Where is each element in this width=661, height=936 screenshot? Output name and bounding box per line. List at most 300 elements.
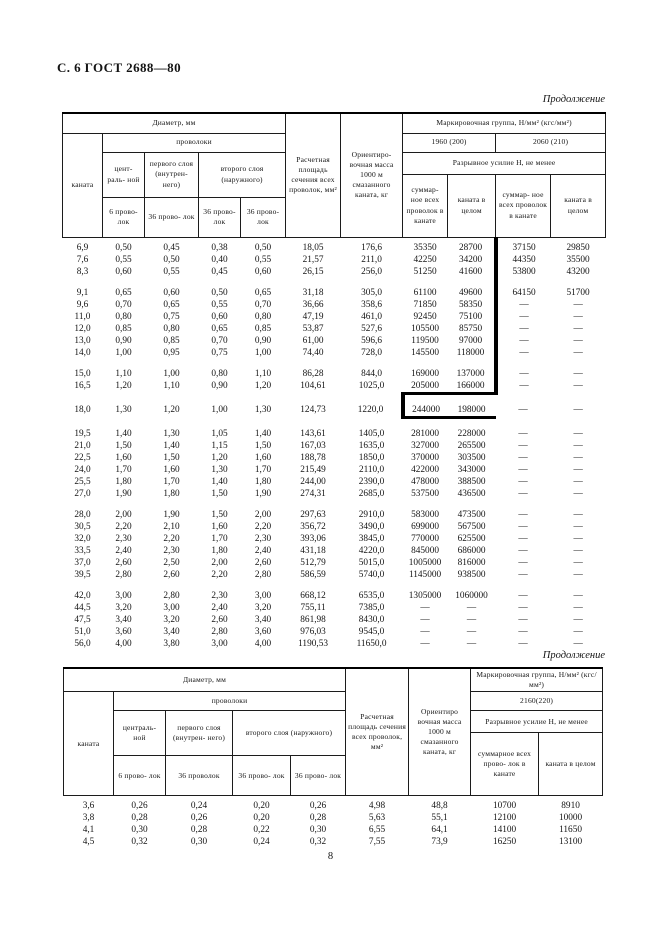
spacer-cell: [341, 278, 403, 287]
table-cell: 281000: [411, 428, 439, 439]
table-cell: 228000: [457, 428, 486, 439]
table-cell: 119500: [411, 335, 439, 346]
table-cell: 8,3: [76, 266, 89, 277]
spacer-cell: [286, 417, 341, 428]
table-cell: 3,40: [254, 614, 272, 625]
table-cell: 478000: [411, 476, 439, 487]
spacer-cell: [199, 278, 241, 287]
table-cell: —: [518, 452, 528, 463]
table-row: [63, 368, 606, 380]
table-cell: 2,80: [254, 569, 272, 580]
spacer-cell: [241, 417, 286, 428]
table-cell: 3,6: [82, 801, 95, 812]
table-row: [63, 488, 606, 500]
table-cell: 0,90: [115, 335, 132, 346]
table-row: [63, 464, 606, 476]
table-cell: —: [573, 488, 583, 499]
table-cell: 14,0: [74, 347, 91, 358]
table-cell: 1,20: [254, 381, 272, 392]
col-header-whole-rope-2160: каната в целом: [539, 733, 603, 796]
spacer-cell: [63, 359, 103, 368]
table-cell: 9,1: [76, 287, 89, 298]
table-cell: 0,55: [115, 254, 132, 265]
spacer-cell: [403, 500, 448, 509]
table-cell: 0,28: [309, 813, 327, 824]
table-cell: 33,5: [74, 545, 91, 556]
table-cell: —: [573, 440, 583, 451]
table-row: [63, 237, 606, 254]
table-cell: 2,00: [254, 509, 272, 520]
spacer-cell: [199, 500, 241, 509]
table-cell: 42250: [413, 254, 437, 265]
spacer-cell: [199, 393, 241, 404]
spacer-cell: [199, 359, 241, 368]
table-cell: 244000: [403, 404, 448, 418]
spacer-cell: [145, 581, 199, 590]
spacer-cell: [103, 500, 145, 509]
spacer-cell: [286, 581, 341, 590]
table-cell: 44,5: [74, 602, 91, 613]
table-cell: 0,90: [211, 381, 228, 392]
table-cell: 71850: [413, 299, 437, 310]
table-cell: 15,0: [74, 368, 91, 379]
table-cell: 422000: [411, 464, 439, 475]
table-cell: 0,70: [211, 335, 228, 346]
col-header-group-1960: 1960 (200): [403, 133, 496, 152]
table-cell: 9,6: [76, 299, 89, 310]
spacer-cell: [403, 359, 448, 368]
table-cell: 0,28: [190, 825, 208, 836]
table-cell: 567500: [457, 521, 486, 532]
spacer-cell: [341, 359, 403, 368]
table-cell: —: [518, 488, 528, 499]
spacer-cell: [551, 417, 606, 428]
table-cell: 0,60: [163, 287, 180, 298]
spacer-cell: [286, 500, 341, 509]
table-cell: 53,87: [302, 323, 324, 334]
spacer-cell: [103, 581, 145, 590]
table-cell: 1405,0: [358, 428, 385, 439]
table-cell: 0,65: [254, 287, 272, 298]
table-cell: 393,06: [300, 533, 326, 544]
table-cell: 1,60: [254, 452, 272, 463]
col-header-sum-wires-2160: суммарное всех прово- лок в канате: [471, 733, 539, 796]
table-cell: —: [420, 614, 430, 625]
table-cell: 55,1: [431, 813, 448, 824]
table-cell: 64,1: [431, 825, 448, 836]
table-cell: 3,00: [254, 590, 272, 601]
table-cell: —: [518, 638, 528, 649]
table-cell: 10700: [492, 801, 517, 812]
table-cell: 28,0: [74, 509, 91, 520]
table-cell: —: [420, 626, 430, 637]
table-cell: 2685,0: [358, 488, 385, 499]
table-cell: 1,00: [254, 347, 272, 358]
table-cell: 0,55: [163, 266, 180, 277]
table-cell: 305,0: [361, 287, 383, 298]
table-row: [63, 335, 606, 347]
col-header-breaking-force: Разрывное усилие Н, не менее: [471, 711, 603, 733]
table-cell: 14100: [492, 825, 517, 836]
table-cell: 0,85: [254, 323, 272, 334]
col-header-central-wire: цент- раль- ной: [103, 152, 145, 197]
table-cell: —: [466, 614, 477, 625]
table-cell: 35350: [413, 242, 437, 253]
table-cell: 1,00: [163, 368, 180, 379]
table-cell: 36,66: [302, 299, 324, 310]
table-cell: 2,30: [211, 590, 228, 601]
table-cell: 0,26: [131, 801, 148, 812]
table-cell: 1,50: [211, 488, 228, 499]
table-cell: 0,65: [211, 323, 228, 334]
table-cell: 97000: [448, 335, 496, 347]
table-row: [63, 626, 606, 638]
spacer-cell: [286, 393, 341, 404]
table-cell: 92450: [413, 311, 437, 322]
table-cell: 24,0: [74, 464, 91, 475]
table-cell: 343000: [457, 464, 486, 475]
table-cell: 1,20: [211, 452, 228, 463]
table-cell: 42,0: [74, 590, 91, 601]
table-cell: —: [518, 626, 528, 637]
table-cell: 625500: [457, 533, 486, 544]
table-row: [64, 812, 603, 824]
spacer-cell: [241, 359, 286, 368]
table-cell: 3,20: [115, 602, 132, 613]
table-cell: 4,1: [82, 825, 95, 836]
table-cell: 34200: [448, 254, 496, 266]
spacer-cell: [403, 417, 448, 428]
col-header-whole-rope-1960: каната в целом: [448, 174, 496, 237]
table-cell: 4,00: [115, 638, 132, 649]
spacer-cell: [63, 417, 103, 428]
table-cell: 11,0: [74, 311, 91, 322]
spacer-cell: [496, 393, 551, 404]
gost-table-1: [62, 112, 606, 650]
table-cell: 188,78: [300, 452, 326, 463]
table-cell: 0,80: [211, 368, 228, 379]
spacer-cell: [496, 500, 551, 509]
table-cell: 1,00: [115, 347, 132, 358]
table-cell: 1,90: [115, 488, 132, 499]
spacer-cell: [63, 581, 103, 590]
table-cell: 2,60: [211, 614, 228, 625]
page-number: 8: [327, 851, 334, 862]
table-cell: —: [519, 299, 529, 310]
table-row: [63, 254, 606, 266]
table-cell: 4220,0: [358, 545, 385, 556]
table-cell: 1005000: [408, 557, 442, 568]
table-cell: —: [573, 569, 583, 580]
table-cell: —: [573, 335, 583, 346]
table-cell: —: [573, 476, 583, 487]
table-cell: 1,10: [163, 381, 180, 392]
table-cell: 3,40: [115, 614, 132, 625]
table-cell: —: [519, 347, 529, 358]
table-row: [63, 545, 606, 557]
table-row: [63, 323, 606, 335]
table-cell: —: [573, 533, 583, 544]
table-cell: —: [518, 557, 528, 568]
table-cell: 0,55: [254, 254, 272, 265]
table-cell: 1,10: [254, 368, 272, 379]
spacer-cell: [341, 581, 403, 590]
table-cell: 861,98: [300, 614, 326, 625]
table-row: [63, 440, 606, 452]
table-cell: 1305000: [408, 590, 442, 601]
table-cell: 1,80: [254, 476, 272, 487]
table-cell: —: [518, 569, 528, 580]
table-cell: 2,30: [115, 533, 132, 544]
table-cell: 1,40: [115, 428, 132, 439]
col-header-36-wires: 36 прово- лок: [291, 756, 346, 796]
table-row: [63, 638, 606, 650]
table-row: [63, 452, 606, 464]
table-cell: 1,50: [115, 440, 132, 451]
table-cell: —: [573, 368, 583, 379]
table-cell: 2,00: [115, 509, 132, 520]
spacer-cell: [403, 581, 448, 590]
table-row: [63, 404, 606, 418]
col-header-marking-group: Маркировочная группа, Н/мм² (кгс/мм²): [471, 668, 603, 692]
table-cell: 2,80: [115, 569, 132, 580]
table-cell: —: [573, 405, 583, 416]
table-cell: 0,20: [253, 813, 270, 824]
table-cell: 51,0: [74, 626, 91, 637]
table-cell: 1,90: [254, 488, 272, 499]
table-cell: 28700: [448, 237, 496, 254]
table-cell: 47,5: [74, 614, 91, 625]
table-cell: 2,20: [254, 521, 272, 532]
spacer-cell: [448, 581, 496, 590]
table-cell: 1,50: [211, 509, 228, 520]
col-header-mass: Ориентиро вочная масса 1000 м смазанного каната, кг: [409, 668, 471, 796]
table-cell: 0,26: [309, 801, 327, 812]
table-cell: —: [420, 602, 430, 613]
table-cell: 4,00: [254, 638, 272, 649]
col-header-breaking-force: Разрывное усилие Н, не менее: [403, 152, 606, 174]
col-header-first-layer: первого слоя (внутрен- него): [166, 711, 233, 756]
group-spacer-row: [63, 278, 606, 287]
table-cell: —: [573, 626, 583, 637]
table-cell: 3,20: [163, 614, 180, 625]
table-row: [63, 509, 606, 521]
table-row: [63, 266, 606, 278]
spacer-cell: [448, 393, 496, 404]
col-header-area: Расчетная площадь сечения всех проволок, мм²: [346, 668, 409, 796]
table-cell: —: [518, 464, 528, 475]
table-cell: 0,70: [254, 299, 272, 310]
table-cell: 0,75: [211, 347, 228, 358]
table-cell: 0,30: [131, 825, 148, 836]
group-spacer-row: [63, 500, 606, 509]
table-cell: 1,30: [254, 405, 272, 416]
spacer-cell: [145, 500, 199, 509]
table-row: [63, 299, 606, 311]
spacer-cell: [341, 500, 403, 509]
table-cell: 3,40: [163, 626, 180, 637]
table-cell: 58350: [448, 299, 496, 311]
table-cell: 0,60: [211, 311, 228, 322]
col-header-first-layer: первого слоя (внутрен- него): [145, 152, 199, 197]
col-header-second-layer: второго слоя (наружного): [233, 711, 346, 756]
spacer-cell: [145, 393, 199, 404]
table-cell: 167,03: [300, 440, 326, 451]
table-cell: 26,15: [302, 266, 324, 277]
group-spacer-row: [63, 417, 606, 428]
table-cell: —: [573, 521, 583, 532]
spacer-cell: [241, 278, 286, 287]
table-cell: 16,5: [74, 381, 91, 392]
table-cell: —: [573, 323, 583, 334]
table-cell: 0,45: [211, 266, 228, 277]
spacer-cell: [103, 393, 145, 404]
table-cell: 64150: [512, 287, 536, 298]
spacer-cell: [403, 278, 448, 287]
table-row: [63, 380, 606, 394]
table-row: [63, 533, 606, 545]
col-header-second-layer: второго слоя (наружного): [199, 152, 286, 197]
table-cell: —: [573, 311, 583, 322]
spacer-cell: [286, 359, 341, 368]
table-cell: 844,0: [361, 368, 383, 379]
table-cell: 105500: [411, 323, 439, 334]
col-header-group-2060: 2060 (210): [496, 133, 606, 152]
table-cell: 176,6: [361, 242, 383, 253]
table-1-body: [63, 237, 606, 650]
group-spacer-row: [63, 393, 606, 404]
table-cell: 2,40: [115, 545, 132, 556]
spacer-cell: [551, 393, 606, 404]
table-cell: —: [573, 590, 583, 601]
table-cell: 143,61: [300, 428, 326, 439]
col-header-36-wires: 36 прово- лок: [145, 197, 199, 237]
table-row: [64, 824, 603, 836]
table-cell: 5,63: [368, 813, 386, 824]
col-header-group-2160: 2160(220): [471, 692, 603, 711]
table-cell: 436500: [457, 488, 486, 499]
spacer-cell: [551, 581, 606, 590]
gost-table-2: [63, 667, 603, 848]
table-cell: 205000: [403, 380, 448, 394]
table-cell: 3,20: [254, 602, 272, 613]
table-cell: 0,22: [253, 825, 270, 836]
table-cell: 1,40: [211, 476, 228, 487]
table-cell: 137000: [448, 368, 496, 380]
table-cell: —: [573, 602, 583, 613]
table-cell: —: [518, 590, 528, 601]
spacer-cell: [103, 417, 145, 428]
spacer-cell: [199, 417, 241, 428]
table-cell: 1,80: [115, 476, 132, 487]
table-cell: 25,5: [74, 476, 91, 487]
table-cell: 1,10: [115, 368, 132, 379]
table-cell: 2,10: [163, 521, 180, 532]
group-spacer-row: [63, 359, 606, 368]
table-cell: —: [518, 405, 528, 416]
table-cell: 0,95: [163, 347, 180, 358]
table-row: [63, 428, 606, 440]
table-cell: 461,0: [361, 311, 383, 322]
table-cell: 53800: [512, 266, 536, 277]
table-cell: 104,61: [300, 381, 326, 392]
table-cell: 0,75: [163, 311, 180, 322]
table-cell: 699000: [411, 521, 439, 532]
table-cell: 1,40: [163, 440, 180, 451]
table-cell: 0,85: [115, 323, 132, 334]
table-cell: 61100: [413, 287, 437, 298]
table-cell: 61,00: [302, 335, 324, 346]
spacer-cell: [241, 500, 286, 509]
spacer-cell: [496, 417, 551, 428]
spacer-cell: [551, 359, 606, 368]
table-cell: 3,80: [163, 638, 180, 649]
table-cell: 44350: [512, 254, 536, 265]
spacer-cell: [448, 359, 496, 368]
table-cell: 2910,0: [358, 509, 385, 520]
table-cell: 3,60: [115, 626, 132, 637]
table-cell: 0,20: [253, 801, 270, 812]
col-header-marking-group: Маркировочная группа, Н/мм² (кгс/мм²): [403, 113, 606, 133]
table-cell: 2,20: [163, 533, 180, 544]
spacer-cell: [341, 393, 403, 404]
table-cell: 2,60: [254, 557, 272, 568]
group-spacer-row: [63, 581, 606, 590]
table-cell: 7,55: [368, 837, 386, 848]
table-cell: 473500: [457, 509, 486, 520]
col-header-6-wires: 6 прово- лок: [103, 197, 145, 237]
table-cell: 256,0: [361, 266, 383, 277]
table-cell: 0,28: [131, 813, 148, 824]
table-cell: —: [573, 299, 583, 310]
table-cell: 1220,0: [357, 405, 384, 416]
table-cell: 215,49: [300, 464, 326, 475]
spacer-cell: [448, 278, 496, 287]
table-cell: —: [466, 638, 477, 649]
table-cell: 0,24: [190, 801, 208, 812]
spacer-cell: [241, 581, 286, 590]
table-cell: 1,70: [115, 464, 132, 475]
spacer-cell: [448, 500, 496, 509]
table-cell: 1025,0: [358, 381, 385, 392]
col-header-diameter: Диаметр, мм: [64, 668, 346, 692]
table-cell: 1060000: [455, 590, 488, 601]
table-row: [63, 569, 606, 581]
table-cell: 5015,0: [358, 557, 385, 568]
table-cell: 297,63: [300, 509, 326, 520]
table-cell: 0,32: [131, 837, 148, 848]
table-cell: 0,60: [254, 266, 272, 277]
table-cell: 2390,0: [358, 476, 385, 487]
table-cell: 586,59: [300, 569, 326, 580]
col-header-wires: проволоки: [103, 133, 286, 152]
spacer-cell: [103, 278, 145, 287]
table-cell: 1,60: [163, 464, 180, 475]
table-cell: 0,38: [211, 242, 228, 253]
table-cell: 22,5: [74, 452, 91, 463]
table-cell: 0,30: [309, 825, 327, 836]
table-cell: —: [573, 614, 583, 625]
table-cell: 21,57: [302, 254, 324, 265]
table-cell: 48,8: [431, 801, 448, 812]
table-cell: 49600: [448, 287, 496, 299]
spacer-cell: [145, 417, 199, 428]
table-cell: 512,79: [300, 557, 326, 568]
table-row: [63, 557, 606, 569]
table-cell: 0,80: [163, 323, 180, 334]
table-cell: 124,73: [300, 405, 326, 416]
col-header-36-wires: 36 прово- лок: [241, 197, 286, 237]
